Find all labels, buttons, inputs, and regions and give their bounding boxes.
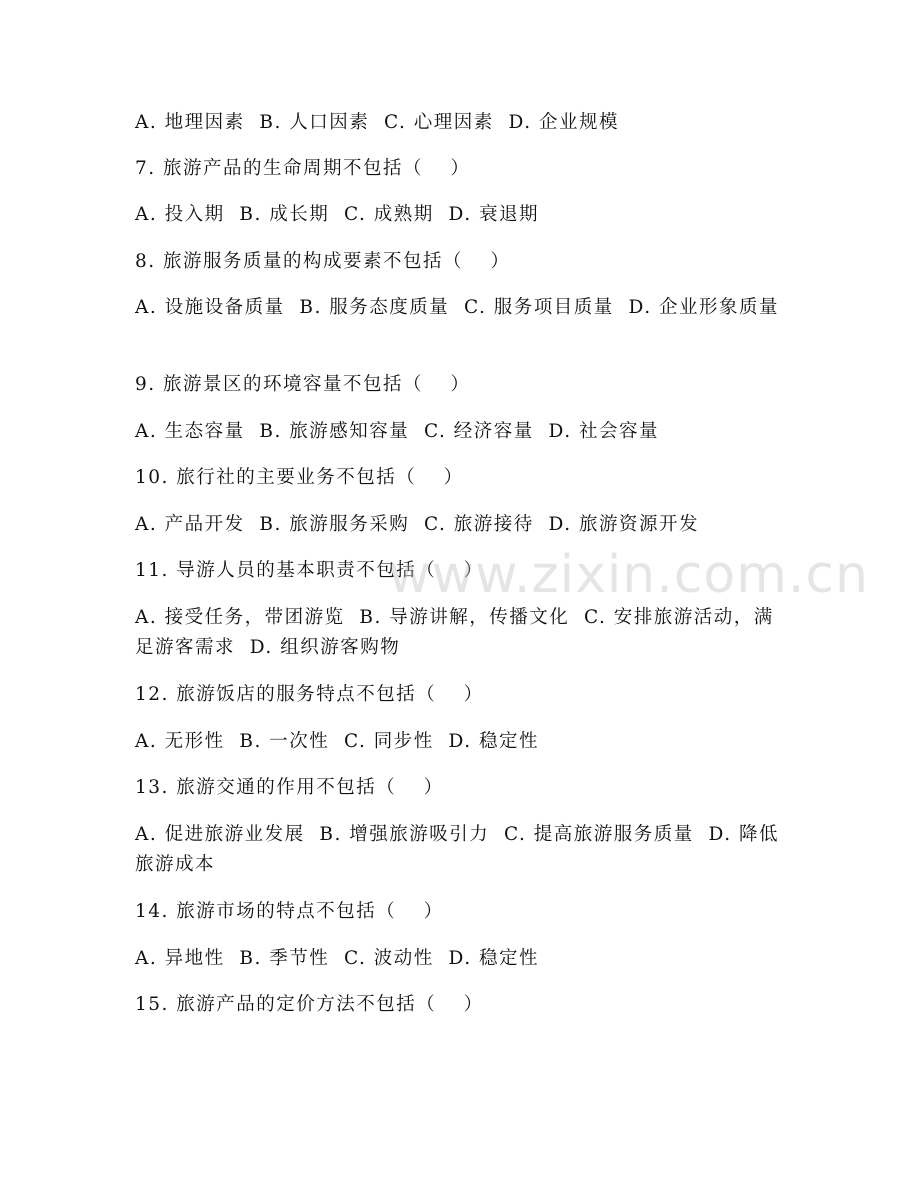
question-12: 12. 旅游饭店的服务特点不包括（ ） xyxy=(135,684,484,705)
question-14: 14. 旅游市场的特点不包括（ ） xyxy=(135,901,444,922)
options-line-10: A. 产品开发 B. 旅游服务采购 C. 旅游接待 D. 旅游资源开发 xyxy=(135,514,699,535)
question-7: 7. 旅游产品的生命周期不包括（ ） xyxy=(135,158,471,179)
options-line-9: A. 生态容量 B. 旅游感知容量 C. 经济容量 D. 社会容量 xyxy=(135,421,659,442)
question-15: 15. 旅游产品的定价方法不包括（ ） xyxy=(135,994,484,1015)
options-line-14: A. 异地性 B. 季节性 C. 波动性 D. 稳定性 xyxy=(135,948,539,969)
options-line-13: A. 促进旅游业发展 B. 增强旅游吸引力 C. 提高旅游服务质量 D. 降低旅游成本 xyxy=(135,824,779,875)
options-line-6: A. 地理因素 B. 人口因素 C. 心理因素 D. 企业规模 xyxy=(135,112,619,133)
watermark: www.zixin.com.cn xyxy=(388,545,869,605)
question-13: 13. 旅游交通的作用不包括（ ） xyxy=(135,777,444,798)
question-9: 9. 旅游景区的环境容量不包括（ ） xyxy=(135,374,471,395)
options-line-12: A. 无形性 B. 一次性 C. 同步性 D. 稳定性 xyxy=(135,731,539,752)
options-line-8: A. 设施设备质量 B. 服务态度质量 C. 服务项目质量 D. 企业形象质量 xyxy=(135,297,779,318)
question-8: 8. 旅游服务质量的构成要素不包括（ ） xyxy=(135,251,511,272)
question-11: 11. 导游人员的基本职责不包括（ ） xyxy=(135,560,484,581)
question-10: 10. 旅行社的主要业务不包括（ ） xyxy=(135,467,464,488)
options-line-11: A. 接受任务，带团游览 B. 导游讲解，传播文化 C. 安排旅游活动，满足游客需求 D. 组织游客购物 xyxy=(135,607,774,658)
options-line-7: A. 投入期 B. 成长期 C. 成熟期 D. 衰退期 xyxy=(135,204,539,225)
